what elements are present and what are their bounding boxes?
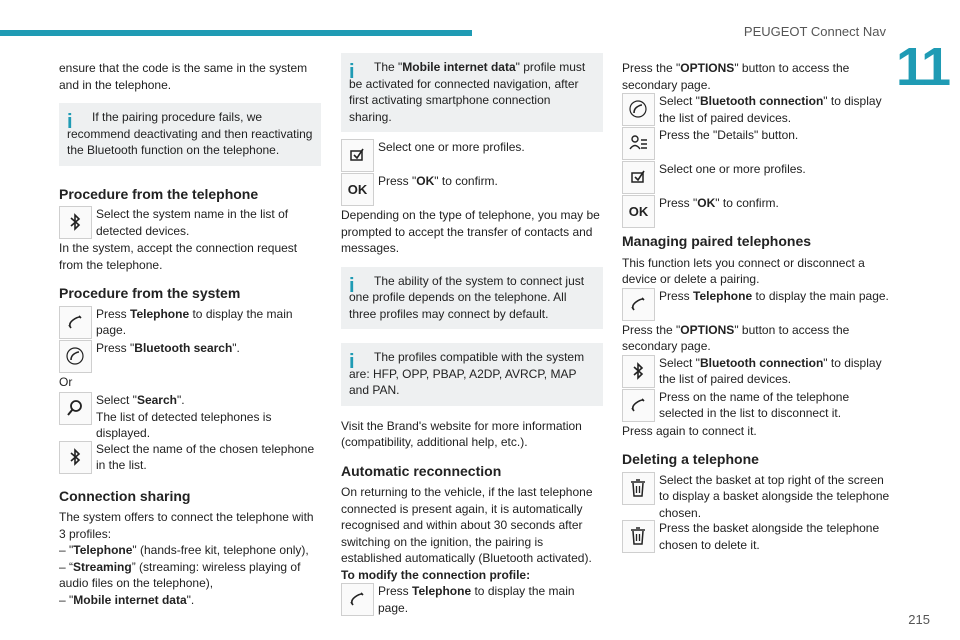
step-press-telephone: Press Telephone to display the main page. xyxy=(59,306,321,340)
trash-icon xyxy=(622,520,655,553)
heading-deleting-telephone: Deleting a telephone xyxy=(622,451,759,467)
column-2: i The "Mobile internet data" profile must be activated for connected navigation, after first activating smartphone connection sharing. Select one or more profiles. OK Press "OK" to confirm. Depending on the type of telephone, you may be prompted to accept the transfer of contacts and messages. i The ability of the system to connect just one profile depends on the telephone. All three profiles may connect by default. i The profiles compatible with the system are: HFP, OPP, PBAP, A2DP, AVRCP, MAP and PAN. Visit the Brand's website for more information (compatibility, additional help, etc.). Automatic reconnection On returning to the vehicle, if the last telephone connected is present again, it is automatically recognised and within about 30 seconds after switching on the ignition, the pairing is established automatically (Bluetooth activated). To modify the connection profile: Press Telephone to display the main page. xyxy=(341,53,603,617)
profile-mobile-data: – "Mobile internet data". xyxy=(59,592,195,607)
info-icon: i xyxy=(349,351,355,373)
step-select-system-name: Select the system name in the list of detected devices. xyxy=(59,206,321,240)
note-mobile-internet: i The "Mobile internet data" profile must be activated for connected navigation, after first activating smartphone connection sharing. xyxy=(341,53,603,132)
info-icon: i xyxy=(349,274,355,297)
step-press-ok: OK Press "OK" to confirm. xyxy=(341,173,603,207)
bluetooth-icon xyxy=(622,355,655,388)
step-bluetooth-connection: Select "Bluetooth connection" to display the list of paired devices. xyxy=(622,355,890,389)
profile-streaming: – “Streaming” (streaming: wireless playing of audio files on the telephone), xyxy=(59,559,301,590)
step-select-search: Select "Search". The list of detected telephones is displayed. xyxy=(59,392,321,442)
bluetooth-settings-icon xyxy=(622,93,655,126)
header-bar xyxy=(0,30,472,36)
note-pairing-failed: i If the pairing procedure fails, we recommend deactivating and then reactivating the Bluetooth function on the telephone. xyxy=(59,103,321,166)
step-bluetooth-connection: Select "Bluetooth connection" to display the list of paired devices. xyxy=(622,93,890,127)
telephone-icon xyxy=(341,583,374,616)
step-select-profiles: Select one or more profiles. xyxy=(341,139,603,173)
checkbox-icon xyxy=(622,161,655,194)
ok-icon: OK xyxy=(341,173,374,206)
step-disconnect: Press on the name of the telephone selected in the list to disconnect it. xyxy=(622,389,890,423)
step-press-telephone: Press Telephone to display the main page. xyxy=(341,583,603,617)
ok-icon: OK xyxy=(622,195,655,228)
note-compatible-profiles: i The profiles compatible with the system are: HFP, OPP, PBAP, A2DP, AVRCP, MAP and PAN. xyxy=(341,343,603,406)
step-bluetooth-search: Press "Bluetooth search". xyxy=(59,340,321,374)
telephone-icon xyxy=(622,389,655,422)
heading-managing-paired: Managing paired telephones xyxy=(622,233,812,249)
step-press-details: Press the "Details" button. xyxy=(622,127,890,161)
info-icon: i xyxy=(67,111,73,133)
heading-automatic-reconnection: Automatic reconnection xyxy=(341,462,502,479)
intro-text: ensure that the code is the same in the system and in the telephone. xyxy=(59,61,308,92)
trash-icon xyxy=(622,472,655,505)
checkbox-icon xyxy=(341,139,374,172)
info-icon: i xyxy=(349,61,355,83)
telephone-icon xyxy=(59,306,92,339)
heading-procedure-telephone: Procedure from the telephone xyxy=(59,185,259,202)
profile-telephone: – "Telephone" (hands-free kit, telephone only), xyxy=(59,543,309,557)
step-press-telephone: Press Telephone to display the main page. xyxy=(622,288,890,322)
step-select-basket: Select the basket at top right of the screen to display a basket alongside the telephone chosen. xyxy=(622,472,890,522)
or-text: Or xyxy=(59,374,73,389)
telephone-icon xyxy=(622,288,655,321)
note-one-profile: i The ability of the system to connect just one profile depends on the telephone. All three profiles may connect by default. xyxy=(341,267,603,330)
details-icon xyxy=(622,127,655,160)
header-title: PEUGEOT Connect Nav xyxy=(743,24,886,39)
step-select-telephone-name: Select the name of the chosen telephone in the list. xyxy=(59,425,321,474)
bluetooth-search-icon xyxy=(59,340,92,373)
bluetooth-icon xyxy=(59,441,92,474)
page-number: 215 xyxy=(908,612,930,627)
step-press-ok: OK Press "OK" to confirm. xyxy=(622,195,890,229)
step-press-basket: Press the basket alongside the telephone chosen to delete it. xyxy=(622,504,890,553)
search-icon xyxy=(59,392,92,425)
column-3: Press the "OPTIONS" button to access the secondary page. Select "Bluetooth connection" to display the list of paired devices. Press the "Details" button. Select one or more profiles. OK Press "OK" to confirm. Managing paired telephones This function lets you connect or disconnect a device or delete a pairing. Press Telephone to display the main page. Press the "OPTIONS" button to access the secondary page. Select "Bluetooth connection" to display the list of paired devices. Press on the name of the telephone selected in the list to disconnect it. Press again to connect it. Deleting a telephone Select the basket at top right of the screen to display a basket alongside the telephone chosen. Press the basket alongside the telephone chosen to delete it. xyxy=(622,61,890,552)
column-1: ensure that the code is the same in the system and in the telephone. i If the pairing procedure fails, we recommend deactivating and then reactivating the Bluetooth function on the telephone. Procedure from the telephone Select the system name in the list of detected devices. In the system, accept the connection request from the telephone. Procedure from the system Press Telephone to display the main page. Press "Bluetooth search". Or Select "Search". The list of detected telephones is displayed. Select the name of the chosen telephone in the list. Connection sharing The system offers to connect the telephone with 3 profiles: – "Telephone" (hands-free kit, telephone only), – “Streaming” (streaming: wireless playing of audio files on the telephone), – "Mobile internet data". xyxy=(59,60,321,608)
heading-procedure-system: Procedure from the system xyxy=(59,285,241,301)
step-select-profiles: Select one or more profiles. xyxy=(622,161,890,195)
heading-connection-sharing: Connection sharing xyxy=(59,487,191,504)
bluetooth-icon xyxy=(59,206,92,239)
chapter-number: 11 xyxy=(896,37,950,97)
